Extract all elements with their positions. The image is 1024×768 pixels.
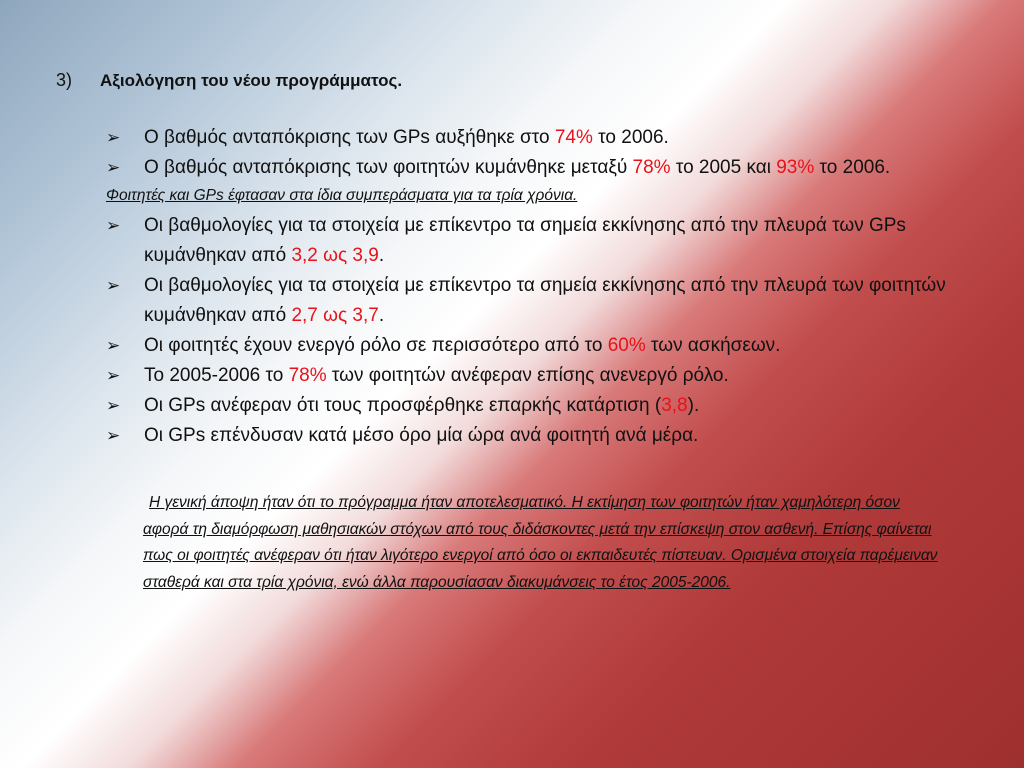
arrow-bullet-icon: ➢ (106, 336, 121, 355)
highlight-value: 78% (632, 157, 671, 178)
section-number: 3) (56, 70, 73, 90)
highlight-value: 93% (776, 157, 815, 178)
arrow-bullet-icon: ➢ (106, 426, 121, 445)
list-item: ➢ Οι βαθμολογίες για τα στοιχεία με επίκεντρο τα σημεία εκκίνησης από την πλευρά των φοιτητών κυμάνθηκαν από 2,7 ως 3,7. (106, 271, 966, 331)
highlight-value: 78% (288, 365, 327, 386)
arrow-bullet-icon: ➢ (106, 276, 121, 295)
arrow-bullet-icon: ➢ (106, 366, 121, 385)
list-item: ➢ Ο βαθμός ανταπόκρισης των GPs αυξήθηκε στο 74% το 2006. (106, 123, 966, 153)
list-item: ➢ Οι βαθμολογίες για τα στοιχεία με επίκεντρο τα σημεία εκκίνησης από την πλευρά των GPs κυμάνθηκαν από 3,2 ως 3,9. (106, 211, 966, 271)
highlight-value: 2,7 ως 3,7 (291, 305, 379, 326)
list-item: ➢ Οι GPs ανέφεραν ότι τους προσφέρθηκε επαρκής κατάρτιση (3,8). (106, 391, 966, 421)
section-heading (56, 70, 402, 91)
list-item: ➢ Οι φοιτητές έχουν ενεργό ρόλο σε περισσότερο από το 60% των ασκήσεων. (106, 331, 966, 361)
arrow-bullet-icon: ➢ (106, 158, 121, 177)
highlight-value: 74% (554, 127, 593, 148)
arrow-bullet-icon: ➢ (106, 128, 121, 147)
summary-paragraph: Η γενική άποψη ήταν ότι το πρόγραμμα ήταν αποτελεσματικό. Η εκτίμηση των φοιτητών ήταν χαμηλότερη όσον αφορά τη διαμόρφωση μαθησιακών στόχων από τους διδάσκοντες μετά την επίσκεψη στον ασθενή. Επίσης φαίνεται πως οι φοιτητές ανέφεραν ότι ήταν λιγότερο ενεργοί από όσο οι εκπαιδευτές πίστευαν. Ορισμένα στοιχεία παρέμειναν σταθερά και στα τρία χρόνια, ενώ άλλα παρουσίασαν διακυμάνσεις το έτος 2005-2006. (143, 494, 938, 591)
bullet-list (106, 123, 966, 451)
list-item: ➢ Το 2005-2006 το 78% των φοιτητών ανέφεραν επίσης ανενεργό ρόλο. (106, 361, 966, 391)
highlight-value: 60% (607, 335, 646, 356)
highlight-value: 3,2 ως 3,9 (291, 245, 379, 266)
arrow-bullet-icon: ➢ (106, 396, 121, 415)
conclusion-note: Φοιτητές και GPs έφτασαν στα ίδια συμπεράσματα για τα τρία χρόνια. (106, 187, 578, 204)
list-item: ➢ Ο βαθμός ανταπόκρισης των φοιτητών κυμάνθηκε μεταξύ 78% το 2005 και 93% το 2006. (106, 153, 966, 183)
arrow-bullet-icon: ➢ (106, 216, 121, 235)
highlight-value: 3,8 (661, 395, 688, 416)
list-item: ➢ Οι GPs επένδυσαν κατά μέσο όρο μία ώρα ανά φοιτητή ανά μέρα. (106, 421, 966, 451)
section-title: Αξιολόγηση του νέου προγράμματος. (100, 71, 403, 90)
